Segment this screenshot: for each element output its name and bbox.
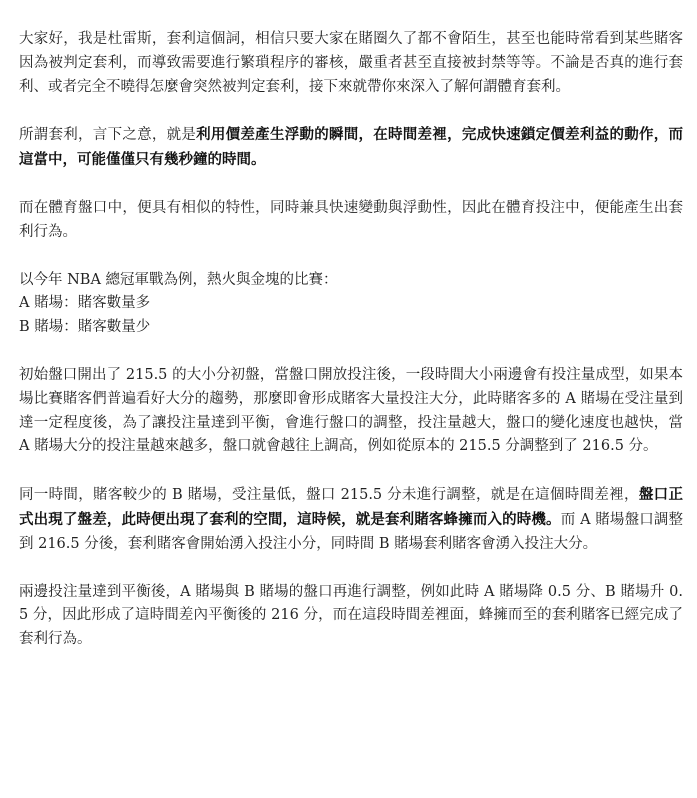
definition-prefix: 所謂套利，言下之意，就是 [19,127,197,144]
example-intro: 以今年 NBA 總冠軍戰為例，熱火與金塊的比賽： [19,271,338,288]
initial-line-paragraph: 初始盤口開出了 215.5 的大小分初盤，當盤口開放投注後，一段時間大小兩邊會有投注量成型，如果本場比賽賭客們普遍看好大分的趨勢，那麼即會形成賭客大量投注大分，此時賭客多的 A 賭場在受注量到達一定程度後，為了讓投注量達到平衡，會進行盤口的調整，投注量越大，盤口的變化速度也越快，當 A 賭場大分的投注量越來越多，盤口就會越往上調高，例如從原本的 215.5 分調整到了 216.5 分。 [19,366,683,455]
paragraph-spacer [19,459,683,483]
sports-paragraph: 而在體育盤口中，便具有相似的特性，同時兼具快速變動與浮動性，因此在體育投注中，便能產生出套利行為。 [19,199,683,240]
balance-paragraph: 兩邊投注量達到平衡後，A 賭場與 B 賭場的盤口再進行調整，例如此時 A 賭場降 0.5 分、B 賭場升 0.5 分，因此形成了這時間差內平衡後的 216 分，而在這段時間差裡面，蜂擁而至的套利賭客已經完成了套利行為。 [19,583,683,648]
article-body [19,28,683,652]
paragraph-spacer [19,557,683,581]
paragraph-spacer [19,340,683,364]
example-casino-b: B 賭場：賭客數量少 [19,319,151,336]
intro-paragraph: 大家好，我是杜雷斯，套利這個詞，相信只要大家在賭圈久了都不會陌生，甚至也能時常看到某些賭客因為被判定套利，而導致需要進行繁瑣程序的審核，嚴重者甚至直接被封禁等等。不論是否真的進行套利、或者完全不曉得怎麼會突然被判定套利，接下來就帶你來深入了解何謂體育套利。 [19,31,683,95]
definition-paragraph [19,123,683,173]
time-gap-prefix: 同一時間，賭客較少的 B 賭場，受注量低，盤口 215.5 分未進行調整，就是在這個時間差裡， [19,487,639,504]
paragraph-spacer [19,245,683,269]
time-gap-bold: 盤口正式出現了盤差，此時便出現了套利的空間，這時候，就是套利賭客蜂擁而入的時機。 [19,486,683,528]
example-paragraph [19,269,683,340]
paragraph-spacer [19,173,683,197]
time-gap-suffix: 而 A 賭場盤口調整到 216.5 分後，套利賭客會開始湧入投注小分，同時間 B 賭場套利賭客會湧入投注大分。 [19,511,683,552]
example-casino-a: A 賭場：賭客數量多 [19,295,151,312]
time-gap-paragraph [19,483,683,556]
paragraph-spacer [19,99,683,123]
definition-bold: 利用價差產生浮動的瞬間，在時間差裡，完成快速鎖定價差利益的動作，而這當中，可能僅僅只有幾秒鐘的時間。 [19,126,684,169]
